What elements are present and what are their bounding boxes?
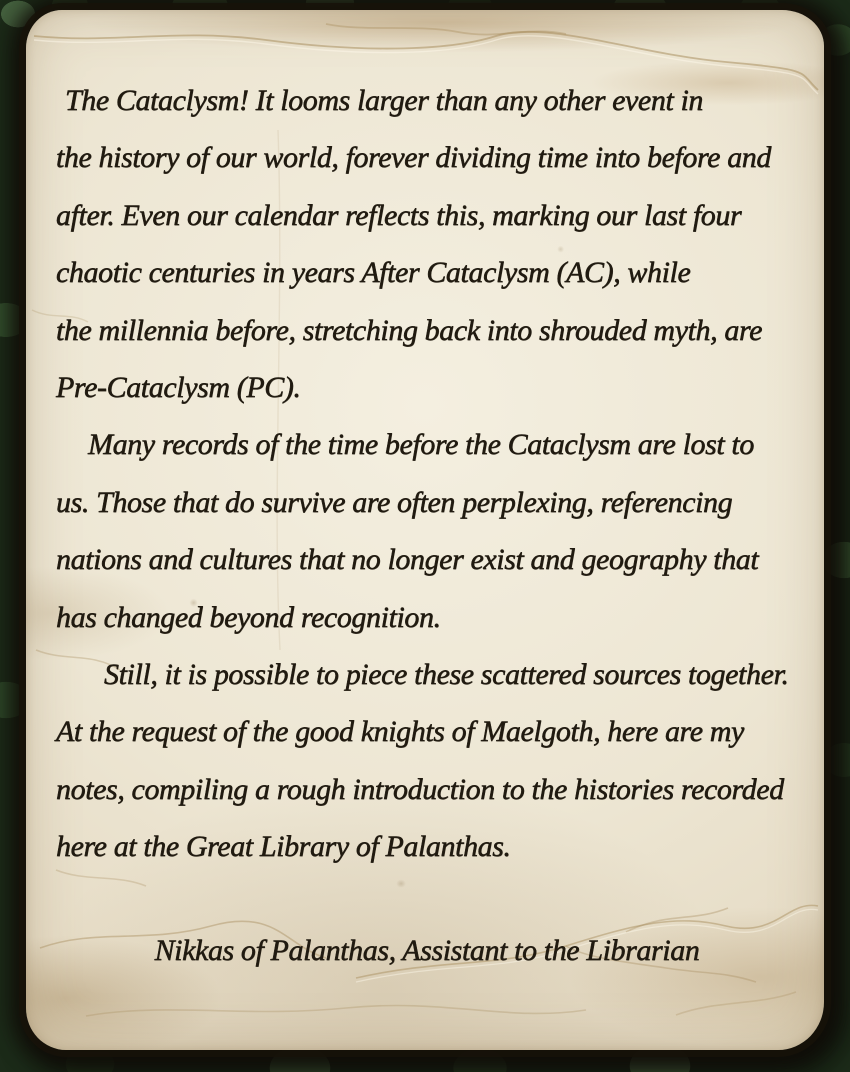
note-paragraph (56, 646, 798, 876)
note-line: At the request of the good knights of Maelgoth, here are my (56, 715, 744, 749)
note-paragraph (56, 416, 798, 646)
note-line: nations and cultures that no longer exist and geography that (56, 543, 759, 577)
note-line: Still, it is possible to piece these scattered sources together. (104, 658, 789, 692)
note-line: The Cataclysm! It looms larger than any other event in (65, 84, 704, 117)
note-line: the millennia before, stretching back into shrouded myth, are (56, 313, 763, 347)
note-line: notes, compiling a rough introduction to the histories recorded (56, 772, 784, 806)
note-line: the history of our world, forever dividing time into before and (56, 141, 772, 175)
note-text (26, 10, 824, 1050)
note-paragraph (56, 72, 798, 416)
note-line: Pre-Cataclysm (PC). (56, 371, 301, 405)
note-line: us. Those that do survive are often perplexing, referencing (56, 485, 733, 519)
note-line: after. Even our calendar reflects this, marking our last four (56, 198, 742, 232)
note-signature: Nikkas of Palanthas, Assistant to the Librarian (154, 933, 700, 967)
note-line: Many records of the time before the Cataclysm are lost to (88, 428, 754, 462)
parchment-note (26, 10, 824, 1050)
note-line: here at the Great Library of Palanthas. (56, 830, 511, 864)
note-line: has changed beyond recognition. (56, 600, 441, 634)
note-line: chaotic centuries in years After Cataclysm (AC), while (56, 256, 691, 290)
